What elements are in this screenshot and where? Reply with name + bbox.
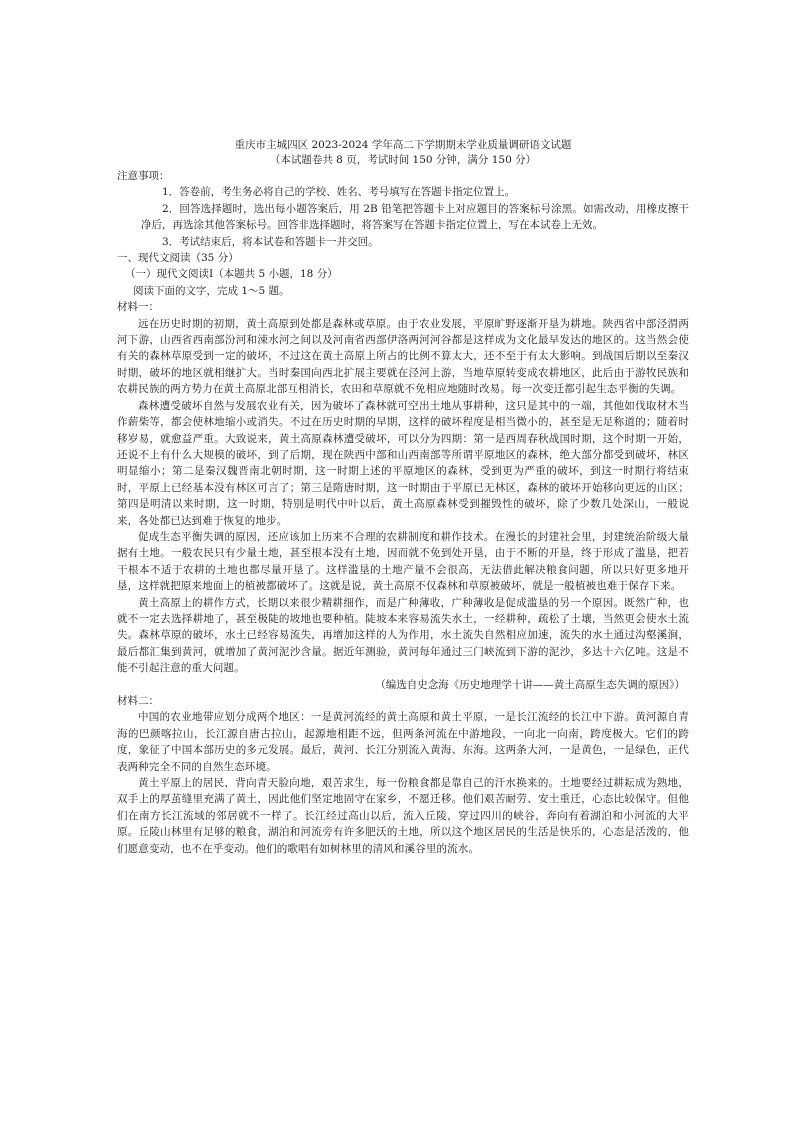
section-subheading: （一）现代文阅读Ⅰ（本题共 5 小题，18 分） xyxy=(125,268,338,281)
material1-paragraph-3: 促成生态平衡失调的原因，还应该加上历来不合理的农耕制度和耕作技术。在漫长的封建社会里，封建统治阶级大量据有土地。一般农民只有少量土地，甚至根本没有土地，因而就不免到处开垦，由于不断的开垦，终于形成了滥垦，把若干根本不适于农耕的土地也都尽量开垦了。这样滥垦的土地产量不会很高，无法借此解决粮食问题，所以只好更多地开垦，这样就把原来地面上的植被都破坏了。这就是说，黄土高原不仅森林和草原被破坏，就是一般植被也难于保存下来。 xyxy=(117,530,689,593)
reading-instruction: 阅读下面的文字，完成 1～5 题。 xyxy=(133,284,290,297)
notice-item-2: 2．回答选择题时，选出每小题答案后，用 2B 铅笔把答题卡上对应题目的答案标号涂黑。如需改动，用橡皮擦干净后，再选涂其他答案标号。回答非选择题时，将答案写在答题卡指定位置上，写在本试卷上无效。 xyxy=(141,202,690,232)
material2-paragraph-2: 黄土平原上的居民，背向青天脸向地，艰苦求生，每一份粮食都是靠自己的汗水换来的。土地要经过耕耘成为熟地，双手上的厚茧缝里充满了黄土，因此他们坚定地固守在家乡，不愿迁移。他们艰苦耐劳、安土重迁，心态比较保守。但他们在南方长江流域的邻居就不一样了。长江经过高山以后，流入丘陵，穿过四川的峡谷，奔向有着湖泊和小河流的大平原。丘陵山林里有足够的粮食，湖泊和河流旁有许多肥沃的土地，所以这个地区居民的生活是快乐的，心态是活泼的，他们愿意变动，也不在乎变动。他们的歌唱有如树林里的清风和溪谷里的流水。 xyxy=(117,777,689,855)
exam-page xyxy=(117,138,689,857)
material1-source: （编选自史念海《历史地理学十讲——黄土高原生态失调的原因》） xyxy=(375,678,685,691)
exam-subtitle: （本试题卷共 8 页，考试时间 150 分钟，满分 150 分） xyxy=(269,154,537,166)
material1-paragraph-4: 黄土高原上的耕作方式，长期以来很少精耕细作，而是广种薄收，广种薄收是促成滥垦的另一个原因。既然广种，也就不一定去选择耕地了，甚至极陡的坡地也要种植。陡坡本来容易流失水土，一经耕种，疏松了土壤，当然更会使水土流失。森林草原的破坏，水土已经容易流失，再增加这样的人为作用，水土流失自然相应加速，流失的水土通过沟壑溪涧，最后都汇集到黄河，就增加了黄河泥沙含量。据近年测验，黄河每年通过三门峡流到下游的泥沙，多达十六亿吨。这是不能不引起注意的重大问题。 xyxy=(117,596,689,675)
notice-label: 注意事项： xyxy=(117,170,170,182)
notice-item-3: 3．考试结束后，将本试卷和答题卡一并交回。 xyxy=(162,235,379,248)
section-heading: 一、现代文阅读（35 分） xyxy=(117,252,239,265)
notice-item-1: 1．答卷前，考生务必将自己的学校、姓名、考号填写在答题卡指定位置上。 xyxy=(162,186,516,199)
material2-label: 材料二： xyxy=(117,695,159,707)
material1-label: 材料一： xyxy=(117,301,159,314)
exam-title: 重庆市主城四区 2023-2024 学年高二下学期期末学业质量调研语文试题 xyxy=(234,139,572,151)
material1-paragraph-1: 远在历史时期的初期，黄土高原到处都是森林或草原。由于农业发展，平原旷野逐渐开垦为耕地。陕西省中部泾渭两河下游，山西省西南部汾河和涑水河之间以及河南省西部伊洛两河河谷都是这样成为文化最早发达的地区的。这当然会使有关的森林草原受到一定的破坏，不过这在黄土高原上所占的比例不算太大，还不至于有太大影响。到战国后期以至秦汉时期，破坏的地区就相继扩大。当时秦国向西北扩展主要就在泾河上游，当地草原转变成农耕地区，此后由于游牧民族和农耕民族的两方势力在黄土高原北部互相消长，农田和草原就不免相应地随时改易。每一次变迁都引起生态平衡的失调。 xyxy=(117,317,689,396)
material1-paragraph-2: 森林遭受破坏自然与发展农业有关，因为破坏了森林就可空出土地从事耕种，这只是其中的一端，其他如伐取材木当作薪柴等，都会使林地缩小或消失。不过在历史时期的早期，这样的破坏程度是相当微小的，甚至是无足称道的；随着时移岁易，就愈益严重。大致说来，黄土高原森林遭受破坏，可以分为四期：第一是西周春秋战国时期，这个时期一开始，还说不上有什么大规模的破坏，到了后期，现在陕西中部和山西南部等所谓平原地区的森林，绝大部分都受到破坏，林区明显缩小；第二是秦汉魏晋南北朝时期，这一时期上述的平原地区的森林，受到更为严重的破坏，到这一时期行将结束时，平原上已经基本没有林区可言了；第三是隋唐时期，这一时期由于平原已无林区，森林的破坏开始移向更远的山区；第四是明清以来时期，这一时期，特别是明代中叶以后，黄土高原森林受到摧毁性的破坏，除了少数几处深山，一般说来，各处都已达到难于恢复的地步。 xyxy=(117,399,689,527)
material2-paragraph-1: 中国的农业地带应划分成两个地区：一是黄河流经的黄土高原和黄土平原，一是长江流经的长江中下游。黄河源自青海的巴颜喀拉山，长江源自唐古拉山，起源地相距不远，但两条河流在中游地段，一向北一向南，跨度极大。它们的跨度，象征了中国本部历史的多元发展。最后，黄河、长江分别流入黄海、东海。这两条大河，一是黄色，一是绿色，正代表两种完全不同的自然生态环境。 xyxy=(117,711,689,773)
